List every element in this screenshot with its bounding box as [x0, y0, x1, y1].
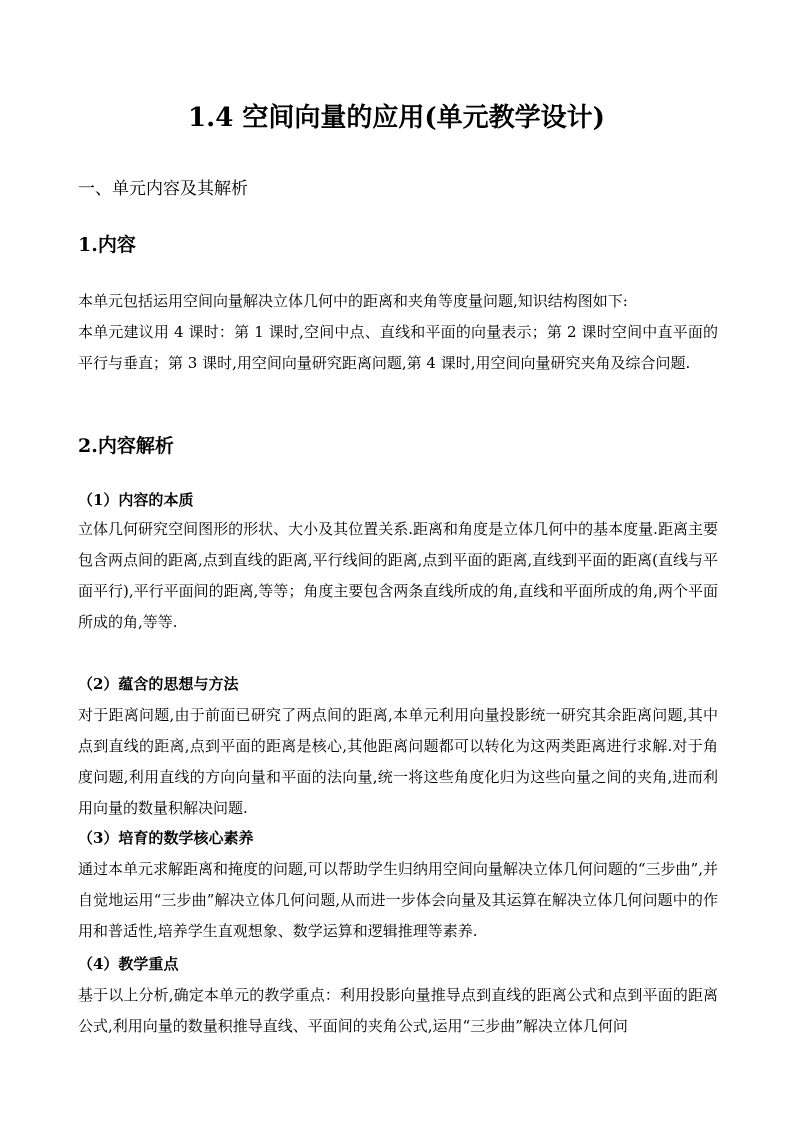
- item-text-teaching-focus: 基于以上分析,确定本单元的教学重点：利用投影向量推导点到直线的距离公式和点到平面的距离公式,利用向量的数量积推导直线、平面间的夹角公式,运用“三步曲”解决立体几何问: [78, 986, 718, 1035]
- section-heading-unit-content: 一、单元内容及其解析: [78, 179, 248, 199]
- content-paragraph-line1: 本单元包括运用空间向量解决立体几何中的距离和夹角等度量问题,知识结构图如下:: [78, 292, 628, 310]
- subsection-heading-content: 1.内容: [78, 234, 136, 256]
- item-text-thinking-methods: 对于距离问题,由于前面已研究了两点间的距离,本单元利用向量投影统一研究其余距离问题,其中点到直线的距离,点到平面的距离是核心,其他距离问题都可以转化为这两类距离进行求解.对于角度问题,利用直线的方向向量和平面的法向量,统一将这些角度化归为这些向量之间的夹角,进而利用向量的数量积解决问题.: [78, 706, 718, 817]
- subsection-heading-content-analysis: 2.内容解析: [78, 435, 174, 457]
- content-paragraph-schedule: 本单元建议用 4 课时：第 1 课时,空间中点、直线和平面的向量表示；第 2 课时空间中直平面的平行与垂直；第 3 课时,用空间向量研究距离问题,第 4 课时,用空间向量研究夹角及综合问题.: [78, 323, 718, 372]
- item-heading-essence: （1）内容的本质: [78, 491, 194, 509]
- item-heading-teaching-focus: （4）教学重点: [78, 955, 179, 973]
- item-heading-core-literacy: （3）培育的数学核心素养: [78, 829, 254, 847]
- item-text-core-literacy: 通过本单元求解距离和掩度的问题,可以帮助学生归纳用空间向量解决立体几何问题的“三步曲”,并自觉地运用“三步曲”解决立体几何问题,从而进一步体会向量及其运算在解决立体几何问题中的作用和普适性,培养学生直观想象、数学运算和逻辑推理等素养.: [78, 860, 718, 940]
- document-title: 1.4 空间向量的应用(单元教学设计): [188, 103, 605, 133]
- item-text-essence: 立体几何研究空间图形的形状、大小及其位置关系.距离和角度是立体几何中的基本度量.距离主要包含两点间的距离,点到直线的距离,平行线间的距离,点到平面的距离,直线到平面的距离(直线与平面平行),平行平面间的距离,等等；角度主要包含两条直线所成的角,直线和平面所成的角,两个平面所成的角,等等.: [78, 520, 718, 631]
- item-heading-thinking-methods: （2）蕴含的思想与方法: [78, 675, 239, 693]
- content-paragraph: [78, 286, 718, 379]
